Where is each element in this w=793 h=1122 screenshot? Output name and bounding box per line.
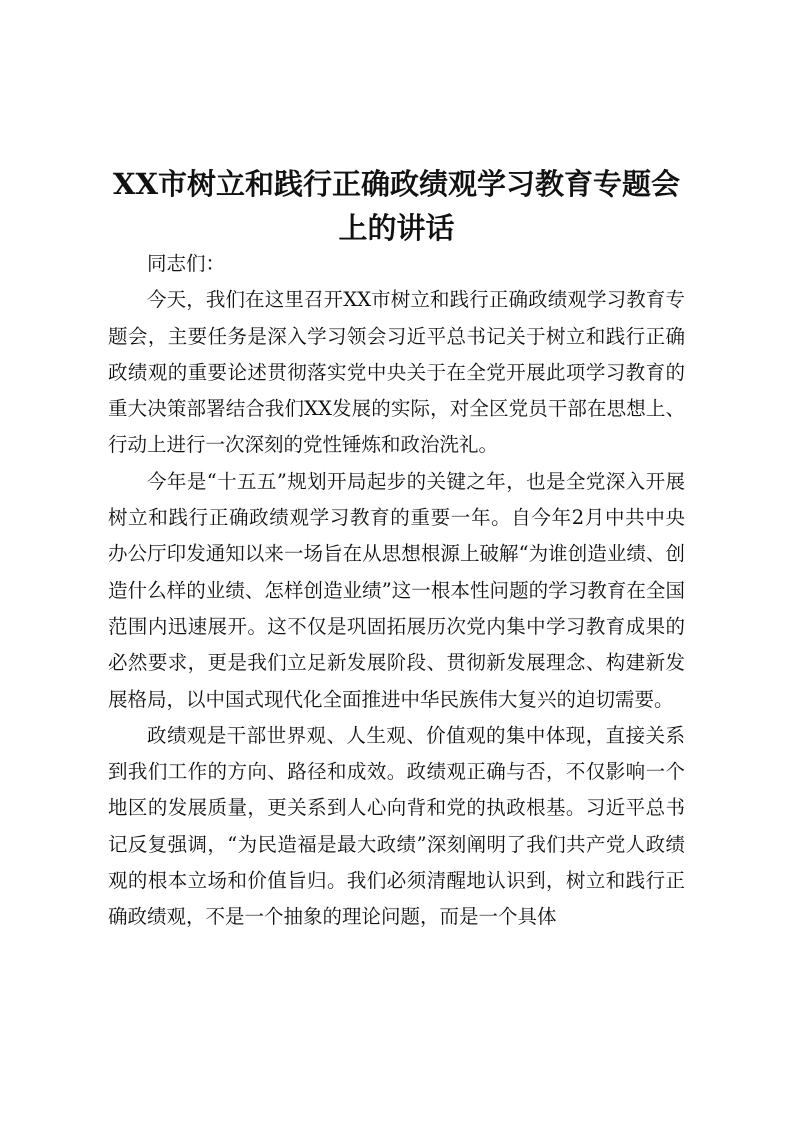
document-body (108, 246, 685, 936)
title-line-2: 上的讲话 (338, 211, 455, 246)
paragraph-2: 今年是“十五五”规划开局起步的关键之年，也是全党深入开展树立和践行正确政绩观学习教育的重要一年。自今年2月中共中央办公厅印发通知以来一场旨在从思想根源上破解“为谁创造业绩、创造什么样的业绩、怎样创造业绩”这一根本性问题的学习教育在全国范围内迅速展开。这不仅是巩固拓展历次党内集中学习教育成果的必然要求，更是我们立足新发展阶段、贯彻新发展理念、构建新发展格局，以中国式现代化全面推进中华民族伟大复兴的迫切需要。 (108, 469, 685, 711)
title-line-1: XX市树立和践行正确政绩观学习教育专题会 (112, 167, 680, 202)
salutation: 同志们： (147, 252, 226, 275)
document-title (100, 162, 693, 250)
paragraph-1: 今天，我们在这里召开XX市树立和践行正确政绩观学习教育专题会，主要任务是深入学习领会习近平总书记关于树立和践行正确政绩观的重要论述贯彻落实党中央关于在全党开展此项学习教育的重大决策部署结合我们XX发展的实际，对全区党员干部在思想上、行动上进行一次深刻的党性锤炼和政治洗礼。 (108, 288, 685, 457)
paragraph-3: 政绩观是干部世界观、人生观、价值观的集中体现，直接关系到我们工作的方向、路径和成效。政绩观正确与否，不仅影响一个地区的发展质量，更关系到人心向背和党的执政根基。习近平总书记反复强调，“为民造福是最大政绩”深刻阐明了我们共产党人政绩观的根本立场和价值旨归。我们必须清醒地认识到，树立和践行正确政绩观，不是一个抽象的理论问题，而是一个具体 (108, 723, 685, 929)
